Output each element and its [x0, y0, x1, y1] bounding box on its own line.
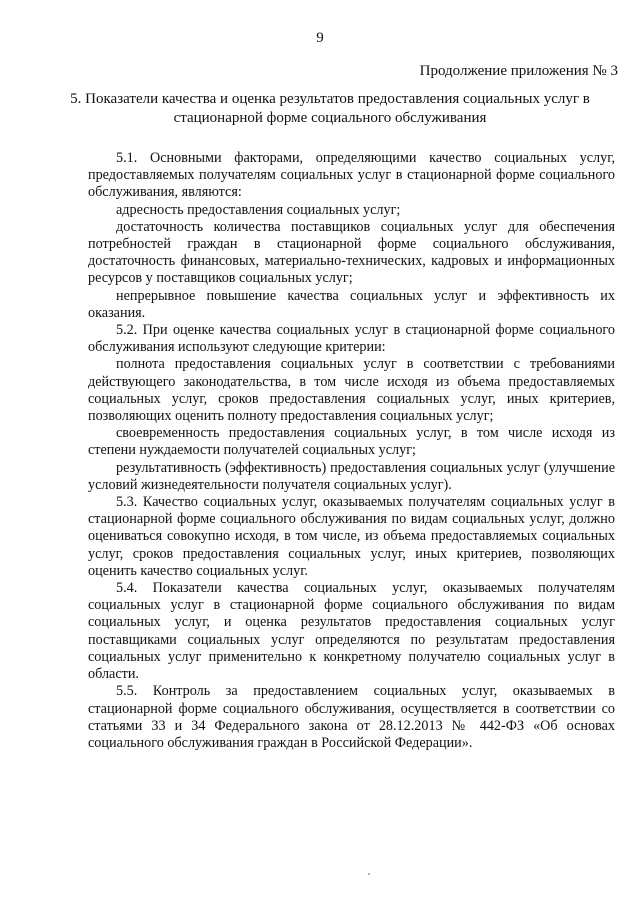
section-body: [88, 150, 615, 752]
criterion-effectiveness: результативность (эффективность) предоставления социальных услуг (улучшение условий жизнедеятельности получателя социальных услуг).: [88, 459, 615, 493]
appendix-continuation: Продолжение приложения № 3: [419, 63, 618, 79]
criterion-targeting: адресность предоставления социальных услуг;: [116, 201, 401, 218]
paragraph-5-4: 5.4. Показатели качества социальных услуг, оказываемых получателям социальных услуг в стационарной форме социального обслуживания по видам социальных услуг, и оценка результатов предоставления социальных услуг поставщиками социальных услуг определяются по результатам предоставления социальных услуг применительно к конкретному получателю социальных услуг в области.: [88, 580, 615, 683]
section-title: 5. Показатели качества и оценка результатов предоставления социальных услуг в стационарной форме социального обслуживания: [70, 91, 590, 126]
criterion-timeliness: своевременность предоставления социальных услуг, в том числе исходя из степени нуждаемости получателей социальных услуг;: [88, 425, 615, 459]
criterion-completeness: полнота предоставления социальных услуг в соответствии с требованиями действующего законодательства, в том числе исходя из объема предоставляемых социальных услуг, сроков предоставления социальных услуг, иных критериев, позволяющих оценить полноту предоставления социальных услуг;: [88, 356, 615, 425]
paragraph-5-1: 5.1. Основными факторами, определяющими качество социальных услуг, предоставляемых получателям социальных услуг в стационарной форме социального обслуживания, являются:: [88, 150, 615, 201]
paragraph-5-2: 5.2. При оценке качества социальных услуг в стационарной форме социального обслуживания используют следующие критерии:: [88, 322, 615, 356]
paragraph-5-3: 5.3. Качество социальных услуг, оказываемых получателям социальных услуг в стационарной форме социального обслуживания по видам социальных услуг, должно оцениваться совокупно исходя, в том числе, из объема предоставляемых социальных услуг, сроков предоставления социальных услуг, иных критериев, позволяющих оценить качество социальных услуг.: [88, 494, 615, 579]
page-number: 9: [316, 30, 324, 46]
criterion-sufficiency: достаточность количества поставщиков социальных услуг для обеспечения потребностей граждан в стационарной форме социального обслуживания, достаточность финансовых, материально-технических, кадровых и информационных ресурсов у поставщиков социальных услуг;: [88, 218, 615, 287]
criterion-continuous-improvement: непрерывное повышение качества социальных услуг и эффективность их оказания.: [88, 287, 615, 321]
paragraph-5-5: 5.5. Контроль за предоставлением социальных услуг, оказываемых в стационарной форме социального обслуживания, осуществляется в соответствии со статьями 33 и 34 Федерального закона от 28.12.2013 № 442-ФЗ «Об основах социального обслуживания граждан в Российской Федерации».: [88, 683, 615, 751]
scan-speck: [368, 873, 370, 875]
